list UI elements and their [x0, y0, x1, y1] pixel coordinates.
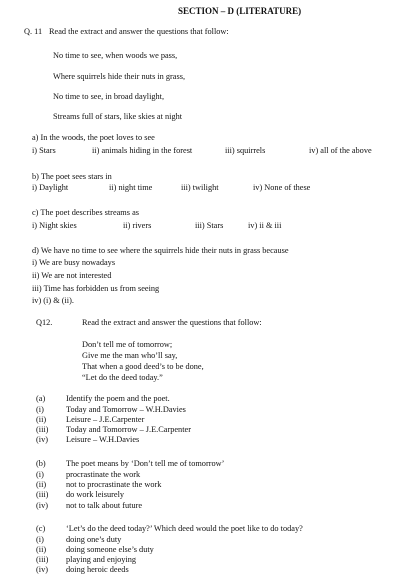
q12b-option-num-2: (ii)	[36, 480, 47, 489]
q12a-question: Identify the poem and the poet.	[66, 394, 170, 403]
q12a-option-num-2: (ii)	[36, 415, 47, 424]
q12b-option-3: do work leisurely	[66, 490, 125, 499]
q11c-option-1: i) Night skies	[32, 221, 77, 230]
q11a-option-4: iv) all of the above	[309, 146, 372, 155]
q11a-option-2: ii) animals hiding in the forest	[92, 146, 193, 155]
q11a-question: a) In the woods, the poet loves to see	[32, 133, 155, 142]
q11d-option-2: ii) We are not interested	[32, 271, 112, 280]
q12b-label: (b)	[36, 459, 46, 468]
q11d-question: d) We have no time to see where the squirrels hide their nuts in grass because	[32, 246, 289, 255]
q12c-label: (c)	[36, 524, 46, 533]
q12a-option-1: Today and Tomorrow – W.H.Davies	[66, 405, 186, 414]
q11a-option-3: iii) squirrels	[225, 146, 266, 155]
q12-number: Q12.	[36, 318, 53, 327]
q11b-option-3: iii) twilight	[181, 183, 219, 192]
q11-poem-line-2: Where squirrels hide their nuts in grass,	[53, 72, 186, 81]
section-title: SECTION – D (LITERATURE)	[178, 6, 302, 16]
q12b-option-1: procrastinate the work	[66, 470, 141, 479]
q12a-option-num-3: (iii)	[36, 425, 49, 434]
q11b-option-1: i) Daylight	[32, 183, 69, 192]
q12c-option-3: playing and enjoying	[66, 555, 137, 564]
q12-poem-line-4: “Let do the deed today.”	[82, 373, 163, 382]
q12b-option-num-3: (iii)	[36, 490, 49, 499]
q12a-option-num-4: (iv)	[36, 435, 48, 444]
q12b-option-4: not to talk about future	[66, 501, 143, 510]
q12b-option-num-1: (i)	[36, 470, 44, 479]
q11b-question: b) The poet sees stars in	[32, 172, 112, 181]
q12c-option-1: doing one’s duty	[66, 535, 122, 544]
q12-instruction: Read the extract and answer the questions that follow:	[82, 318, 262, 327]
q12a-option-4: Leisure – W.H.Davies	[66, 435, 140, 444]
q11-poem-line-1: No time to see, when woods we pass,	[53, 51, 178, 60]
q11d-option-1: i) We are busy nowadays	[32, 258, 116, 267]
q11-instruction: Read the extract and answer the questions that follow:	[49, 27, 229, 36]
q12a-label: (a)	[36, 394, 46, 403]
q12a-option-num-1: (i)	[36, 405, 44, 414]
q11-poem-line-3: No time to see, in broad daylight,	[53, 92, 165, 101]
q12a-option-3: Today and Tomorrow – J.E.Carpenter	[66, 425, 191, 434]
q12c-option-4: doing heroic deeds	[66, 565, 129, 574]
q12-poem-line-3: That when a good deed’s to be done,	[82, 362, 204, 371]
q11c-option-2: ii) rivers	[123, 221, 152, 230]
q11b-option-2: ii) night time	[109, 183, 153, 192]
q11-number: Q. 11	[24, 27, 43, 36]
q12c-option-num-2: (ii)	[36, 545, 47, 554]
q12c-option-2: doing someone else’s duty	[66, 545, 154, 554]
q12c-option-num-4: (iv)	[36, 565, 48, 574]
q12c-option-num-1: (i)	[36, 535, 44, 544]
q11d-option-3: iii) Time has forbidden us from seeing	[32, 284, 160, 293]
q11c-option-4: iv) ii & iii	[248, 221, 282, 230]
q11-poem-line-4: Streams full of stars, like skies at night	[53, 112, 183, 121]
q12b-option-num-4: (iv)	[36, 501, 48, 510]
q12b-question: The poet means by ‘Don’t tell me of tomorrow’	[66, 459, 225, 468]
q12b-option-2: not to procrastinate the work	[66, 480, 162, 489]
q11a-option-1: i) Stars	[32, 146, 56, 155]
q12c-option-num-3: (iii)	[36, 555, 49, 564]
q12-poem-line-2: Give me the man who’ll say,	[82, 351, 178, 360]
q11b-option-4: iv) None of these	[253, 183, 311, 192]
q11c-question: c) The poet describes streams as	[32, 208, 139, 217]
q11d-option-4: iv) (i) & (ii).	[32, 296, 74, 305]
q11c-option-3: iii) Stars	[195, 221, 224, 230]
q12c-question: ‘Let’s do the deed today?’ Which deed would the poet like to do today?	[66, 524, 303, 533]
q12-poem-line-1: Don’t tell me of tomorrow;	[82, 340, 173, 349]
q12a-option-2: Leisure – J.E.Carpenter	[66, 415, 145, 424]
